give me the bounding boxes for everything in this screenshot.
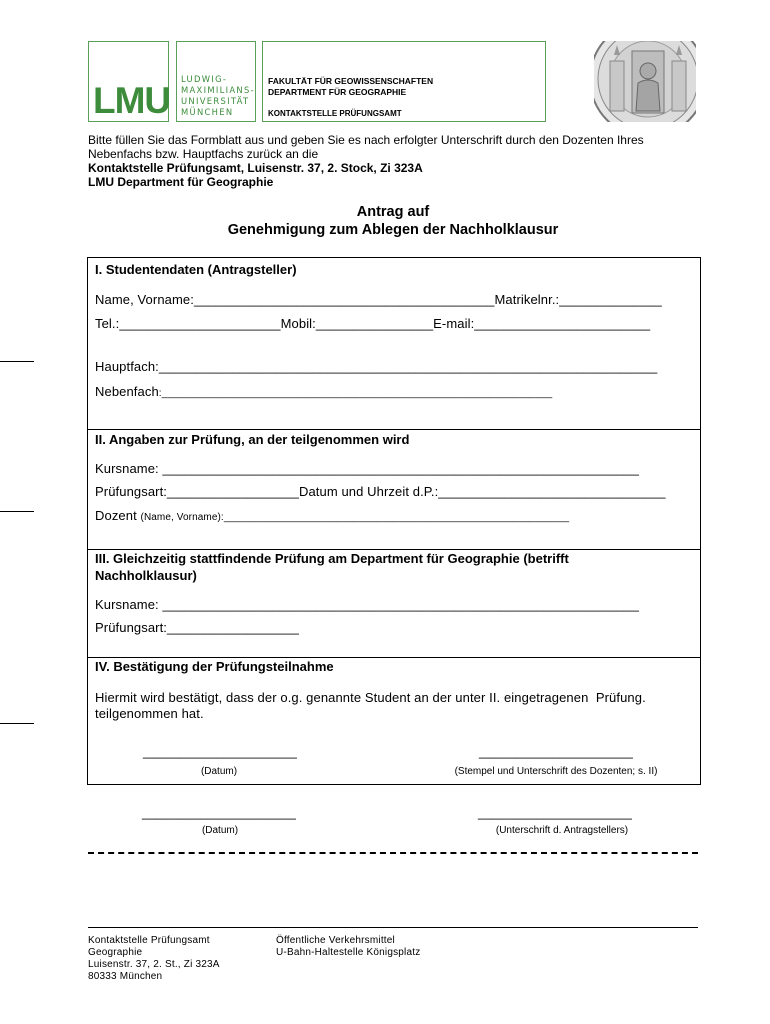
office-name: KONTAKTSTELLE PRÜFUNGSAMT xyxy=(268,109,402,118)
instruction-line: Bitte füllen Sie das Formblatt aus und geben Sie es nach erfolgter Unterschrift durch den Dozenten Ihres xyxy=(88,133,644,147)
university-line: MAXIMILIANS- xyxy=(181,85,255,95)
office-address: Kontaktstelle Prüfungsamt, Luisenstr. 37, 2. Stock, Zi 323A xyxy=(88,161,423,175)
university-name-box xyxy=(176,41,256,122)
lecturer-signature-field[interactable]: _____________________ xyxy=(479,744,633,759)
student-date-field[interactable]: _____________________ xyxy=(142,805,296,820)
section-divider xyxy=(88,429,700,430)
form-subtitle: Genehmigung zum Ablegen der Nachholklausur xyxy=(227,222,559,238)
footer-address xyxy=(88,935,220,983)
department-name: DEPARTMENT FÜR GEOGRAPHIE xyxy=(268,87,407,97)
university-line: UNIVERSITÄT xyxy=(181,96,250,106)
nebenfach-label: Nebenfach xyxy=(95,384,159,399)
date-caption: (Datum) xyxy=(200,766,238,777)
cut-line xyxy=(88,852,698,854)
concurrent-exam-type-field[interactable]: Prüfungsart:__________________ xyxy=(95,620,299,635)
footer-line: U-Bahn-Haltestelle Königsplatz xyxy=(276,947,421,958)
contact-field[interactable]: Tel.:______________________Mobil:________________E-mail:________________________ xyxy=(95,316,651,331)
university-line: MÜNCHEN xyxy=(181,107,234,117)
lmu-logo xyxy=(88,41,169,122)
section-confirmation-heading: IV. Bestätigung der Prüfungsteilnahme xyxy=(95,659,334,674)
department-heading xyxy=(268,76,433,98)
footer-transport xyxy=(276,935,420,959)
exam-type-date-field[interactable]: Prüfungsart:__________________Datum und Uhrzeit d.P.:_______________________________ xyxy=(95,484,666,499)
stamp-caption: (Stempel und Unterschrift des Dozenten; s. II) xyxy=(454,766,658,777)
lecturer-label: Dozent xyxy=(95,508,141,523)
instructions xyxy=(88,133,708,189)
student-signature-caption: (Unterschrift d. Antragstellers) xyxy=(495,825,629,836)
fold-mark xyxy=(0,723,34,724)
name-matrikel-field[interactable]: Name, Vorname:_________________________________________Matrikelnr.:______________ xyxy=(95,292,662,307)
footer-line: Öffentliche Verkehrsmittel xyxy=(276,935,395,946)
university-name xyxy=(181,74,255,118)
footer-line: Kontaktstelle Prüfungsamt xyxy=(88,935,210,946)
application-form xyxy=(87,257,701,785)
form-title: Antrag auf xyxy=(356,204,430,220)
date-field[interactable]: _____________________ xyxy=(143,744,297,759)
department-address: LMU Department für Geographie xyxy=(88,175,274,189)
nebenfach-line[interactable]: :_____________________________________________________________________ xyxy=(158,388,553,399)
confirmation-text: Hiermit wird bestätigt, dass der o.g. genannte Student an der unter II. eingetragenen Prüfung. xyxy=(95,690,646,705)
section-concurrent-exam-heading xyxy=(95,550,569,584)
footer-line: 80333 München xyxy=(88,971,163,982)
fold-mark xyxy=(0,361,34,362)
fold-mark xyxy=(0,511,34,512)
footer-divider xyxy=(88,927,698,928)
lecturer-hint: (Name, Vorname): xyxy=(140,512,224,523)
department-box xyxy=(262,41,546,122)
student-date-caption: (Datum) xyxy=(201,825,239,836)
hauptfach-field[interactable]: Hauptfach:____________________________________________________________________ xyxy=(95,359,658,374)
instruction-line: Nebenfachs bzw. Hauptfachs zurück an die xyxy=(88,147,319,161)
footer-line: Geographie xyxy=(88,947,143,958)
footer-line: Luisenstr. 37, 2. St., Zi 323A xyxy=(88,959,220,970)
confirmation-text: teilgenommen hat. xyxy=(95,706,204,721)
faculty-name: FAKULTÄT FÜR GEOWISSENSCHAFTEN xyxy=(268,76,434,86)
lecturer-field[interactable] xyxy=(95,508,569,523)
nebenfach-field[interactable] xyxy=(95,384,552,399)
course-name-field[interactable]: Kursname: _________________________________________________________________ xyxy=(95,461,639,476)
section-exam-heading: II. Angaben zur Prüfung, an der teilgenommen wird xyxy=(95,432,410,447)
student-signature-field[interactable]: _____________________ xyxy=(478,805,632,820)
heading-line: Nachholklausur) xyxy=(95,568,197,583)
lecturer-line[interactable]: _____________________________________________________________ xyxy=(223,512,570,523)
university-seal-icon xyxy=(594,41,696,122)
lmu-logo-text: LMU xyxy=(93,80,171,121)
concurrent-course-name-field[interactable]: Kursname: _________________________________________________________________ xyxy=(95,597,639,612)
university-line: LUDWIG- xyxy=(181,74,228,84)
section-student-data-heading: I. Studentendaten (Antragsteller) xyxy=(95,262,297,277)
heading-line: III. Gleichzeitig stattfindende Prüfung am Department für Geographie (betrifft xyxy=(95,551,569,566)
